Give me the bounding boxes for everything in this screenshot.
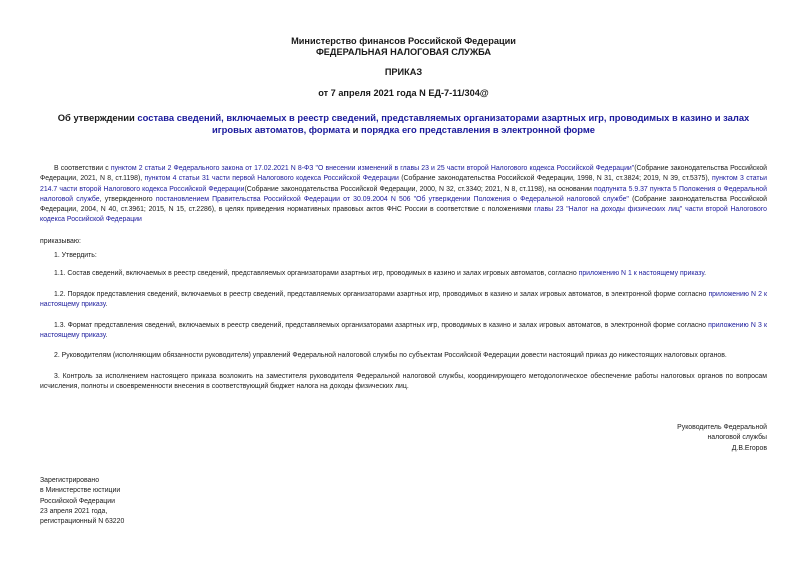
- order-word: приказываю:: [40, 238, 81, 245]
- preamble-link-federal-law[interactable]: пунктом 2 статьи 2 Федерального закона от 17.02.2021 N 8-ФЗ "О внесении изменений в главы 23 и 25 части второй Налогового кодекса Российской Федерации": [110, 165, 635, 172]
- preamble-text: (Собрание законодательства Российской Федерации, 2021, N 8, ст.1198),: [40, 165, 768, 183]
- item-1-1-end: .: [704, 270, 707, 277]
- preamble-link-resolution[interactable]: постановлением Правительства Российской Федерации от 30.09.2004 N 506 "Об утверждении Положения о Федеральной налоговой службе": [155, 195, 629, 203]
- appendix-1-link[interactable]: приложению N 1 к настоящему приказу: [578, 270, 705, 277]
- title-middle: и: [350, 124, 362, 135]
- title-prefix: Об утверждении: [57, 112, 138, 123]
- item-1-1-text: 1.1. Состав сведений, включаемых в реестр сведений, представляемых организаторами азартных игр, проводимых в казино и залах игровых автоматов, согласно: [54, 270, 579, 277]
- appendix-2-link[interactable]: приложению N 2 к настоящему приказу: [40, 291, 767, 309]
- item-1-3-text: 1.3. Формат представления сведений, включаемых в реестр сведений, представляемых организаторами азартных игр, проводимых в казино и залах игровых автоматов, в электронной форме согласно: [54, 322, 709, 329]
- preamble-link-tax-code-part2[interactable]: пунктом 3 статьи 214.7 части второй Налогового кодекса Российской Федерации: [40, 175, 768, 193]
- item-1-3: [40, 321, 767, 342]
- preamble-text: (Собрание законодательства Российской Федерации, 2004, N 40, ст.3961; 2015, N 15, ст.2286), в целях приведения нормативных правовых актов ФНС России в соответствие с положениями: [40, 195, 767, 214]
- preamble-link-tax-code-part1[interactable]: пунктом 4 статьи 31 части первой Налогового кодекса Российской Федерации: [144, 175, 399, 183]
- signature-line-1: Руководитель Федеральной: [677, 424, 767, 431]
- item-2: 2. Руководителям (исполняющим обязанности руководителя) управлений Федеральной налоговой службы по субъектам Российской Федерации довести настоящий приказ до нижестоящих налоговых органов.: [54, 352, 727, 359]
- item-1-2: [40, 290, 767, 311]
- doc-date-number: от 7 апреля 2021 года N ЕД-7-11/304@: [318, 88, 489, 98]
- title-link-composition[interactable]: состава сведений, включаемых в реестр сведений, представляемых организаторами азартных игр, проводимых в казино и залах игровых автоматов, формата: [137, 112, 750, 135]
- preamble-link-chapter-23[interactable]: главы 23 "Налог на доходы физических лиц" части второй Налогового кодекса Российской Федерации: [40, 206, 767, 224]
- doc-type: ПРИКАЗ: [384, 67, 423, 77]
- item-3: 3. Контроль за исполнением настоящего приказа возложить на заместителя руководителя Федеральной налоговой службы, координирующего методологическое обеспечение работы налоговых органов по вопросам исчисления, полноты и своевременности внесения в соответствующий бюджет налога на доходы физических лиц.: [40, 373, 767, 391]
- registration-line-3: Российской Федерации: [40, 497, 115, 505]
- item-1-1: [40, 269, 767, 279]
- item-1-2-end: .: [105, 301, 108, 309]
- appendix-3-link[interactable]: приложению N 3 к настоящему приказу: [40, 322, 767, 340]
- signature-line-2: налоговой службы: [707, 434, 767, 442]
- preamble-text: В соответствии с: [54, 165, 111, 172]
- document-header: [0, 36, 807, 58]
- registration-line-4: 23 апреля 2021 года,: [40, 507, 108, 515]
- registration-line-1: Зарегистрировано: [40, 477, 100, 484]
- item-1-2-text: 1.2. Порядок представления сведений, включаемых в реестр сведений, представляемых организаторами азартных игр, проводимых в казино и залах игровых автоматов, в электронной форме согласно: [54, 291, 709, 298]
- title-link-procedure[interactable]: порядка его представления в электронной форме: [361, 124, 596, 135]
- preamble-paragraph: [40, 164, 767, 226]
- registration-block: [40, 476, 124, 527]
- preamble-link-regulation[interactable]: подпункта 5.9.37 пункта 5 Положения о Федеральной налоговой службе: [40, 185, 767, 203]
- registration-line-2: в Министерстве юстиции: [40, 487, 121, 495]
- item-1-3-end: .: [105, 332, 108, 340]
- preamble-text: , утвержденного: [99, 195, 156, 203]
- signature-block: [677, 423, 767, 454]
- ministry-name: Министерство финансов Российской Федерации: [291, 36, 516, 46]
- item-1: 1. Утвердить:: [54, 252, 97, 259]
- registration-line-5: регистрационный N 63220: [40, 518, 125, 526]
- signature-name: Д.В.Егоров: [731, 444, 767, 452]
- preamble-text: (Собрание законодательства Российской Федерации, 1998, N 31, ст.3824; 2019, N 39, ст.5375),: [398, 175, 712, 183]
- document-title: [40, 112, 767, 136]
- service-name: ФЕДЕРАЛЬНАЯ НАЛОГОВАЯ СЛУЖБА: [315, 47, 492, 57]
- preamble-text: (Собрание законодательства Российской Федерации, 2000, N 32, ст.3340; 2021, N 8, ст.1198), на основании: [244, 185, 595, 193]
